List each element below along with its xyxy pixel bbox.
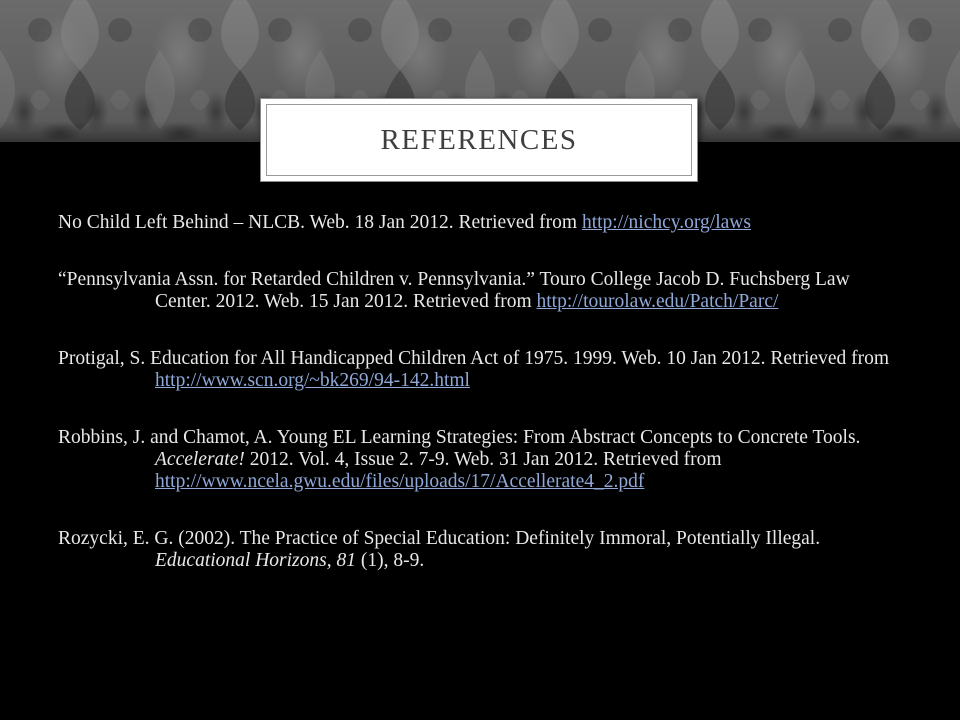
title-box-inner-border (266, 104, 692, 176)
slide-title: REFERENCES (380, 123, 578, 156)
reference-link[interactable]: http://www.ncela.gwu.edu/files/uploads/17/Accellerate4_2.pdf (155, 471, 645, 492)
reference-link[interactable]: http://tourolaw.edu/Patch/Parc/ (536, 291, 779, 312)
reference-item (58, 269, 908, 313)
title-box (260, 98, 698, 182)
reference-item (58, 348, 908, 392)
reference-text: No Child Left Behind – NLCB. Web. 18 Jan 2012. Retrieved from (58, 212, 582, 233)
reference-item (58, 528, 908, 572)
reference-text: “Pennsylvania Assn. for Retarded Children v. Pennsylvania.” Touro College Jacob D. Fuchsberg Law Center. 2012. Web. 15 Jan 2012. Retrieved from (58, 269, 850, 312)
reference-text: Rozycki, E. G. (2002). The Practice of Special Education: Definitely Immoral, Potentially Illegal. (58, 528, 821, 549)
reference-text: Robbins, J. and Chamot, A. Young EL Learning Strategies: From Abstract Concepts to Concrete Tools. (58, 427, 861, 448)
references-list (58, 212, 908, 607)
reference-text-after: 2012. Vol. 4, Issue 2. 7-9. Web. 31 Jan 2012. Retrieved from (244, 449, 722, 470)
reference-item (58, 427, 908, 493)
reference-italic-title: Educational Horizons, 81 (155, 550, 356, 571)
reference-link[interactable]: http://nichcy.org/laws (581, 212, 751, 233)
reference-text: Protigal, S. Education for All Handicapped Children Act of 1975. 1999. Web. 10 Jan 2012. Retrieved from (58, 348, 890, 369)
reference-italic-title: Accelerate! (155, 449, 245, 470)
reference-text-after: (1), 8-9. (355, 550, 425, 571)
reference-link[interactable]: http://www.scn.org/~bk269/94-142.html (155, 370, 470, 391)
reference-item (58, 212, 908, 234)
